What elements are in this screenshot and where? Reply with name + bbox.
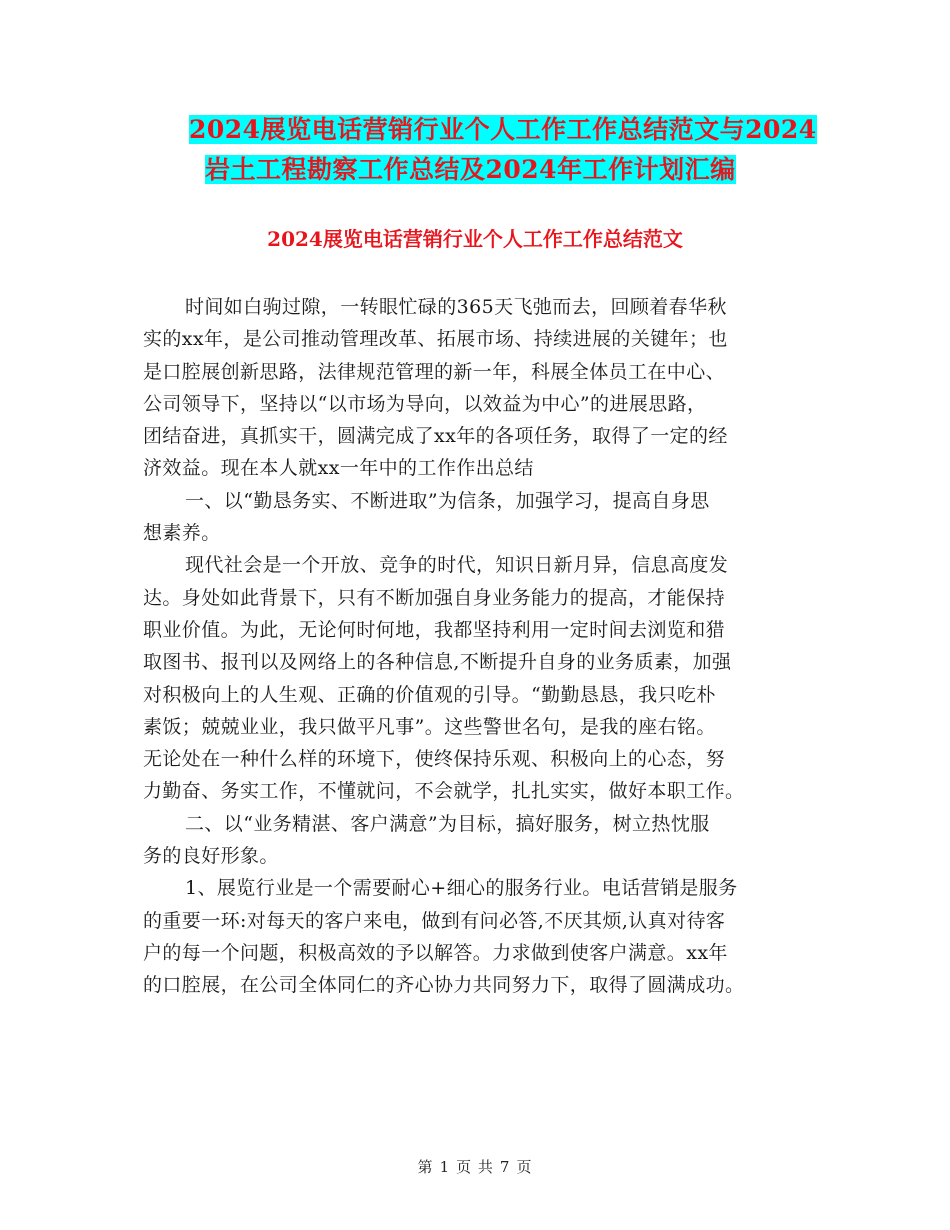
text-line: 一、以“勤恳务实、不断进取”为信条，加强学习，提高自身思 [185, 489, 710, 512]
paragraph-heading-2 [143, 808, 813, 873]
footer-label: 页 共 [456, 1158, 494, 1176]
paragraph-modern-society [143, 549, 813, 807]
section-title: 2024展览电话营销行业个人工作工作总结范文 [267, 227, 683, 251]
text-line: 职业价值。为此，无论何时何地，我都坚持利用一定时间去浏览和猎 [143, 618, 726, 641]
title-highlight: 2024展览电话营销行业个人工作工作总结范文与2024 [189, 115, 817, 144]
text-line: 素饭；兢兢业业，我只做平凡事”。这些警世名句，是我的座右铭。 [143, 715, 716, 738]
footer-label: 第 [417, 1158, 434, 1176]
text-line: 务的良好形象。 [143, 845, 279, 868]
text-line: 是口腔展创新思路，法律规范管理的新一年，科展全体员工在中心、 [143, 360, 726, 383]
text-line: 公司领导下，坚持以“以市场为导向，以效益为中心”的进展思路， [143, 392, 707, 415]
text-line: 团结奋进，真抓实干，圆满完成了xx年的各项任务，取得了一定的经 [143, 425, 728, 448]
text-line: 1、展览行业是一个需要耐心+细心的服务行业。电话营销是服务 [185, 877, 738, 900]
text-line: 的口腔展，在公司全体同仁的齐心协力共同努力下，取得了圆满成功。 [143, 974, 745, 997]
text-line: 二、以“业务精湛、客户满意”为目标，搞好服务，树立热忱服 [185, 812, 710, 835]
text-line: 济效益。现在本人就xx一年中的工作作出总结 [143, 457, 534, 480]
page-number-total: 7 [499, 1158, 511, 1176]
text-line: 取图书、报刊以及网络上的各种信息,不断提升自身的业务质素，加强 [143, 651, 732, 674]
document-body [143, 291, 813, 1002]
document-title [160, 110, 820, 190]
paragraph-item-1 [143, 872, 813, 1001]
text-line: 户的每一个问题，积极高效的予以解答。力求做到使客户满意。xx年 [143, 941, 728, 964]
text-line: 达。身处如此背景下，只有不断加强自身业务能力的提高，才能保持 [143, 586, 726, 609]
text-line: 想素养。 [143, 522, 221, 545]
document-title-line-2 [160, 150, 820, 190]
footer-label: 页 [516, 1158, 533, 1176]
document-title-line-1 [160, 110, 820, 150]
text-line: 的重要一环:对每天的客户来电，做到有问必答,不厌其烦,认真对待客 [143, 909, 726, 932]
paragraph-intro [143, 291, 813, 485]
paragraph-heading-1 [143, 485, 813, 550]
text-line: 现代社会是一个开放、竞争的时代，知识日新月异，信息高度发 [185, 554, 729, 577]
page-footer [0, 1156, 950, 1177]
text-line: 实的xx年，是公司推动管理改革、拓展市场、持续进展的关键年；也 [143, 328, 728, 351]
text-line: 时间如白驹过隙，一转眼忙碌的365天飞弛而去，回顾着春华秋 [185, 296, 727, 318]
text-line: 力勤奋、务实工作，不懂就问，不会就学，扎扎实实，做好本职工作。 [143, 780, 745, 803]
text-line: 无论处在一种什么样的环境下，使终保持乐观、积极向上的心态，努 [143, 748, 726, 771]
title-highlight: 岩土工程勘察工作总结及2024年工作计划汇编 [205, 155, 736, 184]
page-number-current: 1 [439, 1158, 451, 1176]
text-line: 对积极向上的人生观、正确的价值观的引导。“勤勤恳恳，我只吃朴 [143, 683, 716, 706]
